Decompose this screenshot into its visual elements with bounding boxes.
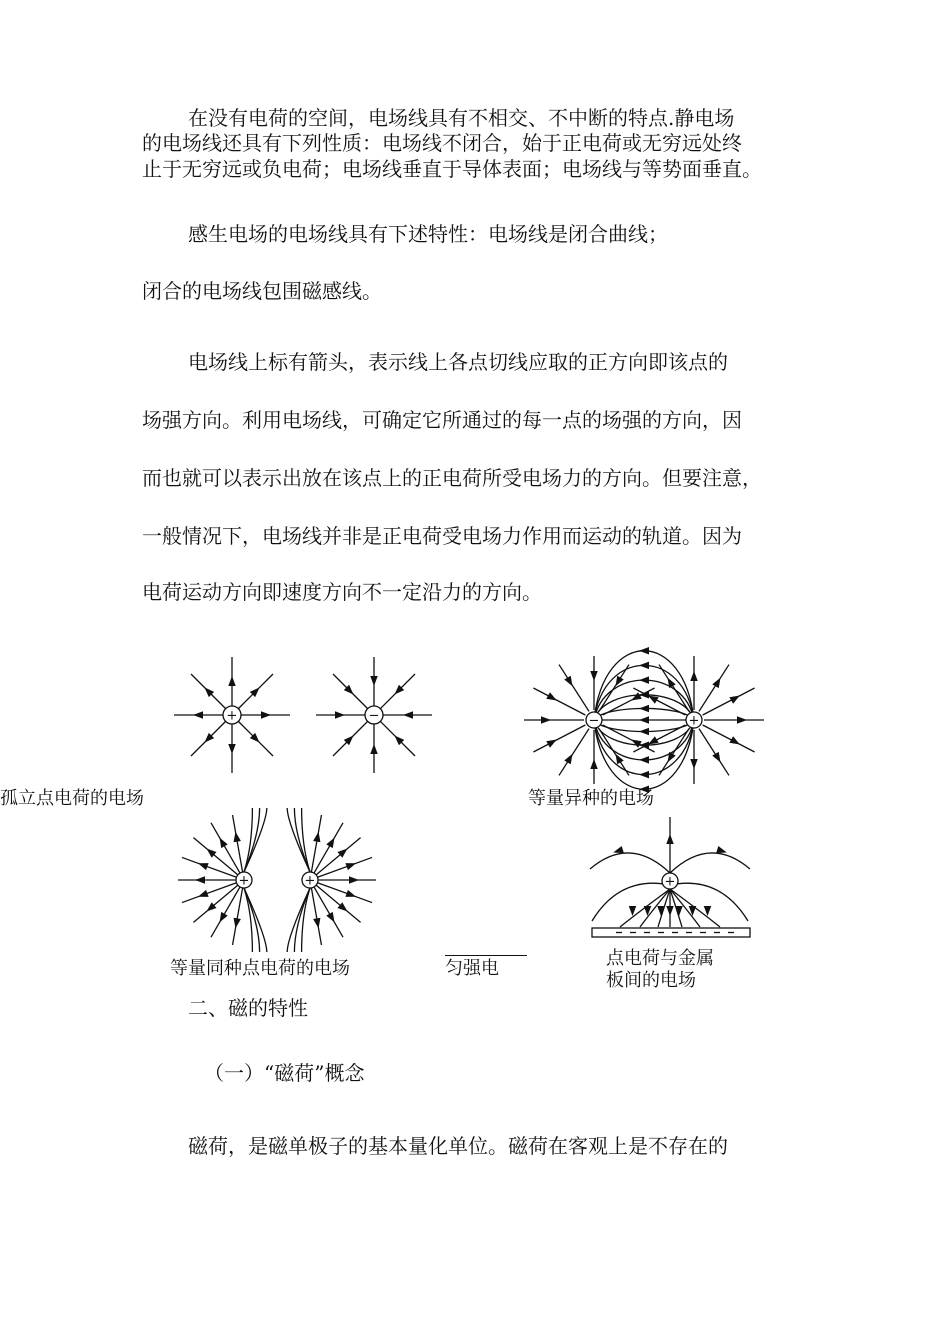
field-arrow — [228, 676, 236, 686]
field-arrow — [729, 696, 740, 704]
field-arrow — [631, 692, 642, 700]
field-arrow — [648, 696, 659, 704]
field-line — [533, 688, 585, 715]
paragraph-1-line-2: 的电场线还具有下列性质：电场线不闭合，始于正电荷或无穷远处终 — [142, 131, 742, 155]
field-line — [670, 853, 750, 873]
field-arrow — [666, 834, 674, 844]
field-arrow — [590, 759, 598, 769]
paragraph-1-line-1: 在没有电荷的空间，电场线具有不相交、不中断的特点.静电场 — [188, 106, 735, 130]
field-line — [594, 680, 694, 720]
field-arrow — [716, 846, 727, 853]
field-arrow — [564, 676, 572, 687]
paragraph-2-line-1: 感生电场的电场线具有下述特性：电场线是闭合曲线； — [188, 222, 668, 246]
field-arrow — [335, 711, 345, 719]
field-arrow — [639, 676, 649, 684]
field-arrow — [198, 890, 209, 897]
field-arrow — [198, 863, 209, 870]
charge-sign: − — [588, 713, 600, 729]
field-arrow — [639, 662, 649, 670]
charge-sign: + — [304, 873, 316, 889]
field-arrow — [690, 759, 698, 769]
caption-isolated-charge: 孤立点电荷的电场 — [0, 788, 144, 809]
field-arrow — [639, 756, 649, 764]
field-arrow — [234, 918, 241, 928]
field-arrow — [639, 716, 649, 724]
field-arrow — [657, 906, 665, 916]
field-arrow — [590, 671, 598, 681]
paragraph-3-line-3: 而也就可以表示出放在该点上的正电荷所受电场力的方向。但要注意， — [142, 466, 762, 490]
charge-sign: + — [238, 873, 250, 889]
paragraph-1-line-3: 止于无穷远或负电荷；电场线垂直于导体表面；电场线与等势面垂直。 — [142, 157, 762, 181]
like-charges-diagram — [174, 806, 384, 956]
field-arrow — [541, 716, 551, 724]
field-line — [703, 725, 755, 752]
field-arrow — [729, 736, 740, 744]
field-arrow — [193, 711, 203, 719]
paragraph-3-line-2: 场强方向。利用电场线，可确定它所通过的每一点的场强的方向，因 — [142, 408, 742, 432]
field-arrow — [326, 838, 334, 849]
field-arrow — [220, 912, 228, 923]
paragraph-3-line-4: 一般情况下，电场线并非是正电荷受电场力作用而运动的轨道。因为 — [142, 524, 742, 548]
section-2-paragraph-line-1: 磁荷，是磁单极子的基本量化单位。磁荷在客观上是不存在的 — [188, 1134, 728, 1158]
field-line — [670, 883, 748, 921]
field-arrow — [639, 647, 649, 655]
field-arrow — [639, 728, 649, 736]
field-arrow — [737, 716, 747, 724]
section-2-heading: 二、磁的特性 — [188, 996, 308, 1020]
field-arrow — [675, 906, 683, 916]
caption-uniform-field: 匀强电 — [445, 958, 499, 979]
paragraph-3-line-1: 电场线上标有箭头，表示线上各点切线应取的正方向即该点的 — [188, 350, 728, 374]
opposite-charges-diagram — [528, 652, 768, 792]
field-arrow — [666, 906, 674, 916]
field-arrow — [370, 744, 378, 754]
paragraph-2-line-2: 闭合的电场线包围磁感线。 — [142, 279, 382, 303]
field-arrow — [313, 832, 320, 842]
field-arrow — [639, 771, 649, 779]
field-arrow — [648, 736, 659, 744]
field-line — [703, 688, 755, 715]
caption-plate-line-1: 点电荷与金属 — [606, 948, 714, 969]
isolated-positive-charge-diagram — [172, 655, 292, 775]
isolated-negative-charge-diagram — [314, 655, 434, 775]
field-arrow — [345, 863, 356, 870]
uniform-field-line — [445, 955, 527, 956]
field-arrow — [631, 740, 642, 748]
charge-sign: + — [226, 708, 238, 724]
field-line — [594, 720, 694, 760]
field-arrow — [613, 846, 624, 853]
section-2-subheading: （一）“磁荷”概念 — [204, 1061, 365, 1085]
field-arrow — [220, 838, 228, 849]
field-arrow — [195, 876, 205, 884]
point-charge-metal-plate-diagram — [586, 815, 756, 941]
field-arrow — [326, 912, 334, 923]
field-line — [592, 883, 670, 921]
paragraph-3-line-5: 电荷运动方向即速度方向不一定沿力的方向。 — [142, 580, 542, 604]
field-arrow — [261, 711, 271, 719]
field-arrow — [370, 676, 378, 686]
charge-sign: + — [688, 713, 700, 729]
caption-opposite-charges: 等量异种的电场 — [528, 788, 654, 809]
field-arrow — [546, 740, 557, 748]
field-line — [590, 853, 670, 873]
caption-like-charges: 等量同种点电荷的电场 — [170, 958, 350, 979]
field-arrow — [228, 744, 236, 754]
field-arrow — [639, 705, 649, 713]
field-arrow — [403, 711, 413, 719]
field-arrow — [313, 918, 320, 928]
field-arrow — [690, 671, 698, 681]
field-arrow — [712, 752, 720, 763]
caption-plate-line-2: 板间的电场 — [606, 970, 696, 991]
field-arrow — [234, 832, 241, 842]
charge-sign: + — [664, 874, 676, 890]
field-arrow — [345, 890, 356, 897]
field-arrow — [712, 678, 720, 689]
charge-sign: − — [368, 708, 380, 724]
field-arrow — [349, 876, 359, 884]
field-arrow — [564, 754, 572, 765]
metal-plate — [592, 928, 750, 937]
field-arrow — [546, 692, 557, 700]
field-line — [533, 725, 585, 752]
